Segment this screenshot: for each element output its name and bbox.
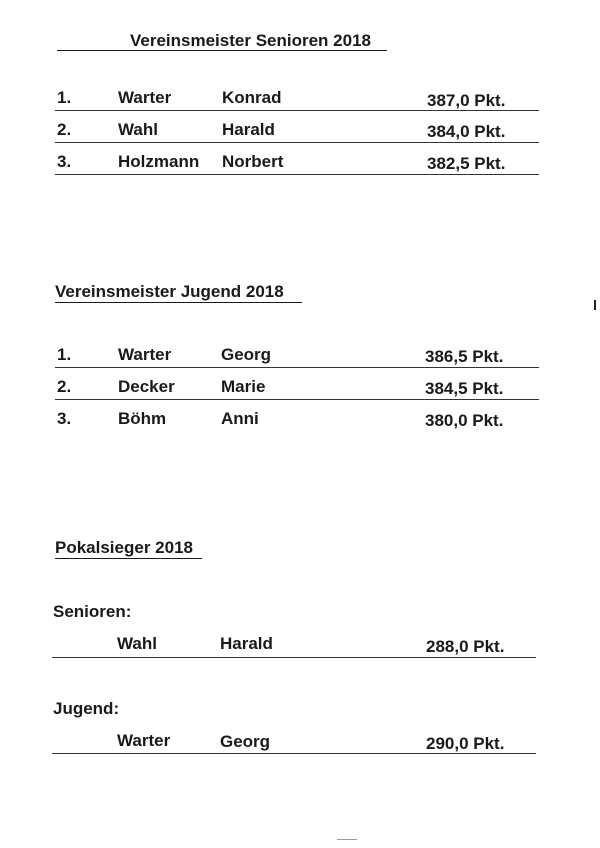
seniors-row-3-rule	[55, 174, 539, 175]
youth-row-2-first: Marie	[221, 377, 266, 396]
cup-youth-rule	[52, 753, 536, 754]
cup-seniors-score: 288,0 Pkt.	[426, 637, 505, 656]
scan-mark	[594, 300, 596, 310]
cup-seniors-rule	[52, 657, 536, 658]
seniors-row-1-last: Warter	[118, 88, 172, 107]
cup-seniors-label: Senioren:	[53, 602, 132, 621]
youth-row-2-rule	[55, 399, 539, 400]
seniors-row-2-score: 384,0 Pkt.	[427, 122, 506, 141]
cup-seniors-first: Harald	[220, 634, 273, 653]
youth-row-2-rank: 2.	[57, 377, 72, 396]
seniors-row-2-first: Harald	[222, 120, 275, 139]
seniors-row-3-first: Norbert	[222, 152, 284, 171]
cup-youth-first: Georg	[220, 732, 271, 751]
seniors-row-3-score: 382,5 Pkt.	[427, 154, 506, 173]
seniors-row-2-last: Wahl	[118, 120, 158, 139]
seniors-row-1-score: 387,0 Pkt.	[427, 91, 506, 110]
cup-youth-label: Jugend:	[53, 699, 120, 718]
youth-row-3-rank: 3.	[57, 409, 72, 428]
seniors-row-2-rule	[55, 142, 539, 143]
youth-row-3-score: 380,0 Pkt.	[425, 411, 504, 430]
seniors-row-3-last: Holzmann	[118, 152, 200, 171]
seniors-row-1-first: Konrad	[222, 88, 282, 107]
seniors-title: Vereinsmeister Senioren 2018	[130, 31, 371, 50]
youth-row-1-rule	[55, 367, 539, 368]
youth-row-3-last: Böhm	[118, 409, 167, 428]
cup-title-underline	[55, 558, 202, 559]
youth-title: Vereinsmeister Jugend 2018	[55, 282, 284, 301]
seniors-row-3-rank: 3.	[57, 152, 72, 171]
youth-row-2-last: Decker	[118, 377, 175, 396]
seniors-row-1-rank: 1.	[57, 88, 72, 107]
scan-dot	[337, 839, 357, 840]
seniors-row-1-rule	[55, 110, 539, 111]
cup-youth-score: 290,0 Pkt.	[426, 734, 505, 753]
cup-seniors-last: Wahl	[117, 634, 157, 653]
youth-row-3-first: Anni	[221, 409, 259, 428]
youth-row-1-first: Georg	[221, 345, 272, 364]
seniors-row-2-rank: 2.	[57, 120, 72, 139]
youth-title-underline	[55, 302, 302, 303]
cup-title: Pokalsieger 2018	[55, 538, 193, 557]
cup-youth-last: Warter	[117, 731, 171, 750]
youth-row-2-score: 384,5 Pkt.	[425, 379, 504, 398]
youth-row-1-score: 386,5 Pkt.	[425, 347, 504, 366]
youth-row-1-rank: 1.	[57, 345, 72, 364]
youth-row-1-last: Warter	[118, 345, 172, 364]
